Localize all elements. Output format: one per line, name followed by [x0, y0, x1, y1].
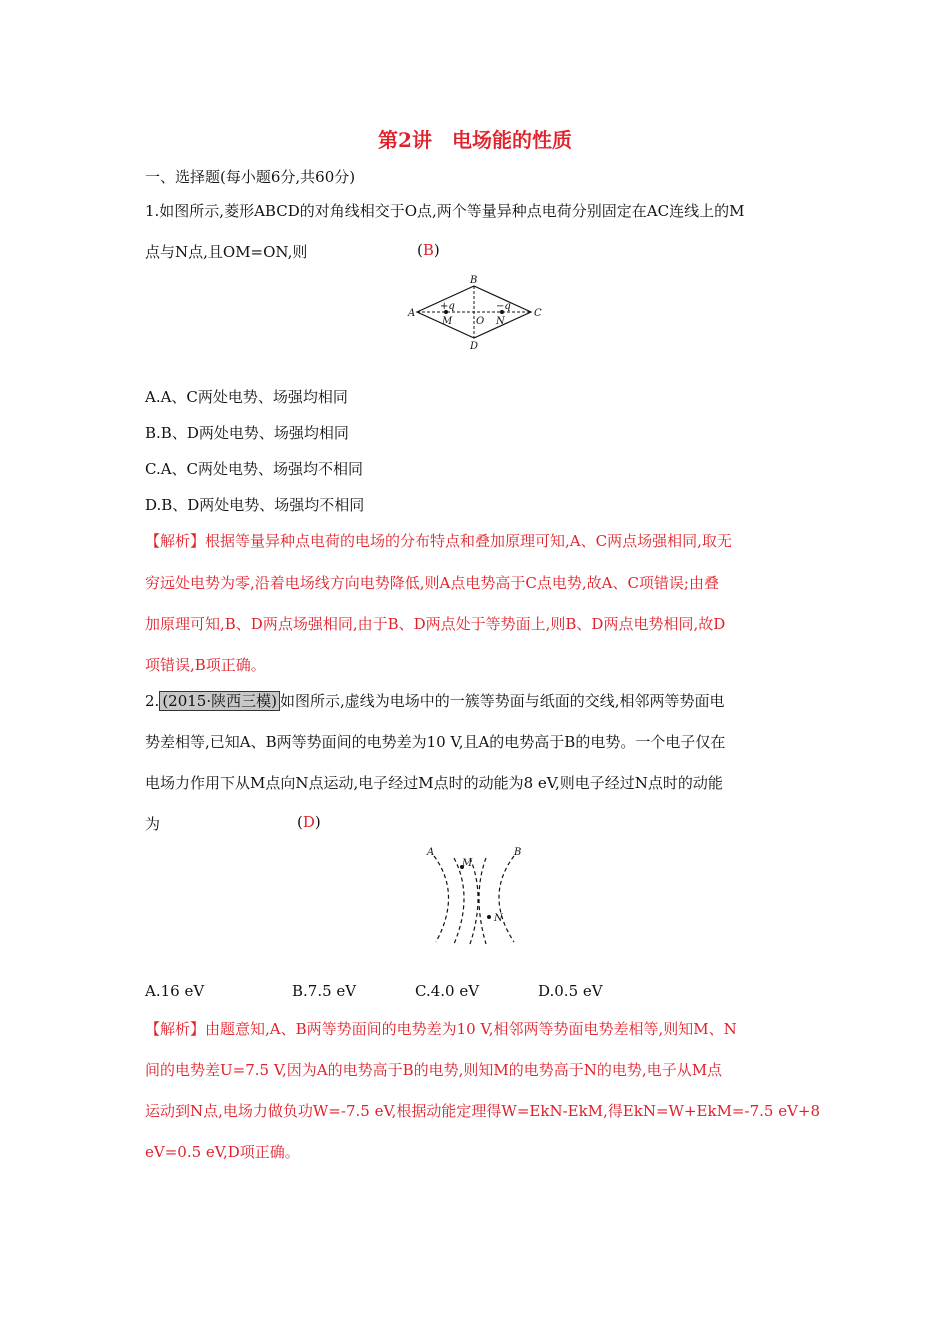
q2-equipotential-figure [420, 842, 530, 948]
equipotential-a [434, 856, 449, 942]
q1-analysis-line3: 加原理可知,B、D两点场强相同,由于B、D两点处于等势面上,则B、D两点电势相同,故D [145, 615, 726, 633]
label-d: D [470, 341, 479, 352]
q2-source-tag: (2015·陕西三模) [159, 691, 280, 711]
label-n: N [494, 913, 503, 924]
equipotential-4 [479, 858, 486, 944]
label-m: M [462, 858, 473, 869]
label-b: B [470, 275, 478, 286]
page-title: 第2讲 电场能的性质 [378, 128, 572, 152]
point-n [487, 915, 491, 919]
equipotential-b [499, 856, 514, 942]
q2-option-d: D.0.5 eV [538, 982, 603, 1000]
q1-analysis-line1: 【解析】根据等量异种点电荷的电场的分布特点和叠加原理可知,A、C两点场强相同,取无 [145, 532, 732, 550]
label-plus-q: +q [440, 301, 455, 312]
q1-option-a: A.A、C两处电势、场强均相同 [145, 388, 348, 406]
section-heading: 一、选择题(每小题6分,共60分) [145, 168, 356, 186]
q2-option-b: B.7.5 eV [292, 982, 357, 1000]
q2-stem-line1 [145, 690, 725, 711]
q2-answer: (D) [297, 813, 321, 831]
q2-stem-text: 如图所示,虚线为电场中的一簇等势面与纸面的交线,相邻两等势面电 [279, 692, 725, 710]
label-a: A [408, 308, 416, 319]
q1-stem-text: 点与N点,且OM=ON,则 [145, 243, 308, 261]
q2-stem-line3: 电场力作用下从M点向N点运动,电子经过M点时的动能为8 eV,则电子经过N点时的动能 [145, 774, 723, 792]
equipotential-2 [454, 858, 464, 944]
equipotential-3 [470, 858, 478, 944]
q1-option-d: D.B、D两处电势、场强均不相同 [145, 496, 365, 514]
label-b: B [514, 847, 522, 858]
q2-option-c: C.4.0 eV [415, 982, 480, 1000]
q1-option-b: B.B、D两处电势、场强均相同 [145, 424, 349, 442]
q2-analysis-line3: 运动到N点,电场力做负功W=-7.5 eV,根据动能定理得W=EkN-EkM,得EkN=W+EkM=-7.5 eV+8 [145, 1102, 821, 1120]
label-m: M [442, 316, 453, 327]
q1-stem-line1: 1.如图所示,菱形ABCD的对角线相交于O点,两个等量异种点电荷分别固定在AC连线上的M [145, 202, 745, 220]
q2-stem-line4 [145, 813, 321, 834]
label-a: A [427, 847, 435, 858]
q2-number: 2. [145, 692, 160, 710]
q2-option-a: A.16 eV [145, 982, 205, 1000]
label-o: O [476, 316, 485, 327]
q2-stem-line2: 势差相等,已知A、B两等势面间的电势差为10 V,且A的电势高于B的电势。一个电子仅在 [145, 733, 726, 751]
q2-analysis-line4: eV=0.5 eV,D项正确。 [145, 1143, 300, 1161]
q1-analysis-line2: 穷远处电势为零,沿着电场线方向电势降低,则A点电势高于C点电势,故A、C项错误;由叠 [145, 574, 719, 592]
label-minus-q: −q [496, 301, 511, 312]
q1-analysis-line4: 项错误,B项正确。 [145, 656, 266, 674]
q1-answer: (B) [417, 241, 440, 259]
label-c: C [534, 308, 542, 319]
q1-option-c: C.A、C两处电势、场强均不相同 [145, 460, 364, 478]
q2-analysis-line2: 间的电势差U=7.5 V,因为A的电势高于B的电势,则知M的电势高于N的电势,电子从M点 [145, 1061, 723, 1079]
q1-stem-line2 [145, 241, 440, 262]
label-n: N [496, 316, 505, 327]
q2-stem-text-end: 为 [145, 815, 161, 833]
q1-rhombus-figure [400, 272, 550, 354]
q2-analysis-line1: 【解析】由题意知,A、B两等势面间的电势差为10 V,相邻两等势面电势差相等,则知M、N [145, 1020, 737, 1038]
